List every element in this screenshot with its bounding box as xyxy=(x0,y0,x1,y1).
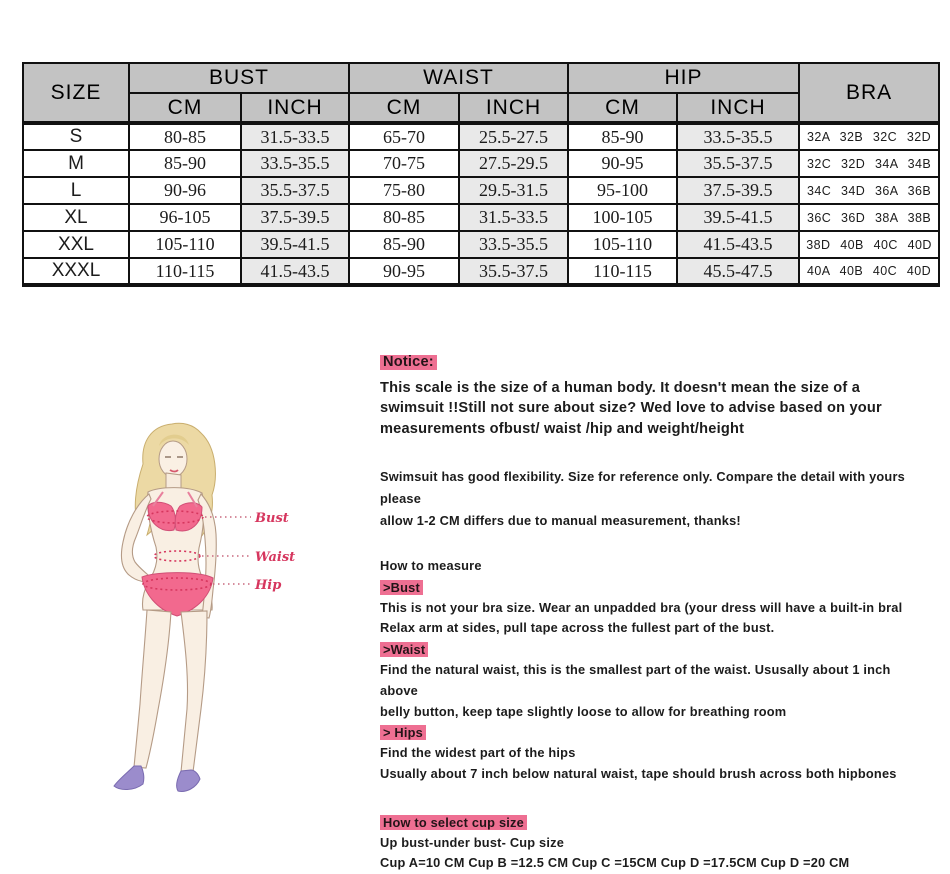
notice-line: This scale is the size of a human body. It doesn't mean the size of a xyxy=(380,379,861,396)
waist-inch-cell: 25.5-27.5 xyxy=(459,123,568,150)
hip-cm-cell: 85-90 xyxy=(568,123,677,150)
figure-sketch-illustration xyxy=(105,420,375,835)
hip-cm-cell: 105-110 xyxy=(568,231,677,258)
size-chart-body xyxy=(23,123,939,285)
waist-heading-highlight: >Waist xyxy=(380,642,428,657)
subheader-bust-cm: CM xyxy=(129,93,241,123)
bust-inch-cell: 35.5-37.5 xyxy=(241,177,349,204)
column-header-bust: BUST xyxy=(129,63,349,93)
size-cell: XL xyxy=(23,204,129,231)
bust-inch-cell: 31.5-33.5 xyxy=(241,123,349,150)
hips-section-heading xyxy=(380,722,932,743)
bust-cm-cell: 80-85 xyxy=(129,123,241,150)
hip-cm-cell: 95-100 xyxy=(568,177,677,204)
bust-instruction-line: This is not your bra size. Wear an unpadded bra (your dress will have a built-in bral xyxy=(380,599,903,615)
notice-heading xyxy=(380,352,932,373)
hips-heading-highlight: > Hips xyxy=(380,725,426,740)
bust-cm-cell: 105-110 xyxy=(129,231,241,258)
bra-cell: 34C 34D 36A 36B xyxy=(799,177,939,204)
right-leg-shape xyxy=(181,611,207,772)
waist-instruction-line: Find the natural waist, this is the smallest part of the waist. Ususally about 1 inch above xyxy=(380,661,891,698)
waist-cm-cell: 65-70 xyxy=(349,123,459,150)
table-row xyxy=(23,258,939,285)
notice-heading-highlight: Notice: xyxy=(380,355,437,370)
sizing-notes-section xyxy=(380,352,932,874)
waist-inch-cell: 35.5-37.5 xyxy=(459,258,568,285)
size-cell: L xyxy=(23,177,129,204)
hip-inch-cell: 33.5-35.5 xyxy=(677,123,799,150)
hip-cm-cell: 110-115 xyxy=(568,258,677,285)
bust-inch-cell: 37.5-39.5 xyxy=(241,204,349,231)
hips-instruction-line: Find the widest part of the hips xyxy=(380,745,576,761)
left-shoe xyxy=(114,766,144,790)
subheader-hip-cm: CM xyxy=(568,93,677,123)
measurement-figure xyxy=(105,420,375,835)
how-to-measure-heading: How to measure xyxy=(380,558,482,573)
size-chart-section xyxy=(22,62,940,287)
bust-label: Bust xyxy=(255,511,289,526)
cup-instruction-line: Cup A=10 CM Cup B =12.5 CM Cup C =15CM Cup D =17.5CM Cup D =20 CM xyxy=(380,855,850,871)
cup-instruction-line: Up bust-under bust- Cup size xyxy=(380,834,565,850)
waist-inch-cell: 33.5-35.5 xyxy=(459,231,568,258)
left-leg-shape xyxy=(134,610,171,768)
size-cell: S xyxy=(23,123,129,150)
hip-cm-cell: 90-95 xyxy=(568,150,677,177)
bust-heading-highlight: >Bust xyxy=(380,580,423,595)
hip-cm-cell: 100-105 xyxy=(568,204,677,231)
hip-inch-cell: 37.5-39.5 xyxy=(677,177,799,204)
waist-section-heading xyxy=(380,639,932,660)
hip-inch-cell: 41.5-43.5 xyxy=(677,231,799,258)
waist-cm-cell: 80-85 xyxy=(349,204,459,231)
bra-cell: 38D 40B 40C 40D xyxy=(799,231,939,258)
hip-label: Hip xyxy=(255,578,282,593)
notice-line: swimsuit !!Still not sure about size? Wed love to advise based on your xyxy=(380,400,882,416)
waist-inch-cell: 29.5-31.5 xyxy=(459,177,568,204)
table-row xyxy=(23,123,939,150)
waist-label: Waist xyxy=(255,550,296,565)
column-header-waist: WAIST xyxy=(349,63,568,93)
table-row xyxy=(23,150,939,177)
hips-instruction-line: Usually about 7 inch below natural waist, tape should brush across both hipbones xyxy=(380,765,897,781)
cup-size-heading xyxy=(380,812,932,833)
column-header-hip: HIP xyxy=(568,63,799,93)
bra-cell: 32C 32D 34A 34B xyxy=(799,150,939,177)
bra-cell: 32A 32B 32C 32D xyxy=(799,123,939,150)
hip-inch-cell: 39.5-41.5 xyxy=(677,204,799,231)
flexibility-line: Swimsuit has good flexibility. Size for reference only. Compare the detail with yours please xyxy=(380,469,905,506)
waist-cm-cell: 75-80 xyxy=(349,177,459,204)
cup-heading-highlight: How to select cup size xyxy=(380,815,527,830)
bust-inch-cell: 39.5-41.5 xyxy=(241,231,349,258)
bust-cm-cell: 110-115 xyxy=(129,258,241,285)
waist-inch-cell: 27.5-29.5 xyxy=(459,150,568,177)
notice-line: measurements ofbust/ waist /hip and weight/height xyxy=(380,420,745,437)
table-row xyxy=(23,231,939,258)
bust-inch-cell: 41.5-43.5 xyxy=(241,258,349,285)
waist-instruction-line: belly button, keep tape slightly loose to allow for breathing room xyxy=(380,703,787,719)
subheader-waist-inch: INCH xyxy=(459,93,568,123)
bust-cm-cell: 90-96 xyxy=(129,177,241,204)
subheader-waist-cm: CM xyxy=(349,93,459,123)
table-row xyxy=(23,204,939,231)
size-cell: M xyxy=(23,150,129,177)
waist-inch-cell: 31.5-33.5 xyxy=(459,204,568,231)
column-header-size: SIZE xyxy=(23,63,129,123)
bust-instruction-line: Relax arm at sides, pull tape across the fullest part of the bust. xyxy=(380,620,775,636)
waist-cm-cell: 90-95 xyxy=(349,258,459,285)
flexibility-line: allow 1-2 CM differs due to manual measurement, thanks! xyxy=(380,513,741,528)
waist-cm-cell: 85-90 xyxy=(349,231,459,258)
bra-cell: 36C 36D 38A 38B xyxy=(799,204,939,231)
size-cell: XXL xyxy=(23,231,129,258)
subheader-bust-inch: INCH xyxy=(241,93,349,123)
size-cell: XXXL xyxy=(23,258,129,285)
hip-inch-cell: 35.5-37.5 xyxy=(677,150,799,177)
right-shoe xyxy=(177,770,200,791)
size-chart-table xyxy=(22,62,940,287)
bust-cm-cell: 96-105 xyxy=(129,204,241,231)
column-header-bra: BRA xyxy=(799,63,939,123)
waist-cm-cell: 70-75 xyxy=(349,150,459,177)
bust-inch-cell: 33.5-35.5 xyxy=(241,150,349,177)
subheader-hip-inch: INCH xyxy=(677,93,799,123)
table-row xyxy=(23,177,939,204)
hip-inch-cell: 45.5-47.5 xyxy=(677,258,799,285)
bra-cell: 40A 40B 40C 40D xyxy=(799,258,939,285)
bust-cm-cell: 85-90 xyxy=(129,150,241,177)
bust-section-heading xyxy=(380,577,932,598)
